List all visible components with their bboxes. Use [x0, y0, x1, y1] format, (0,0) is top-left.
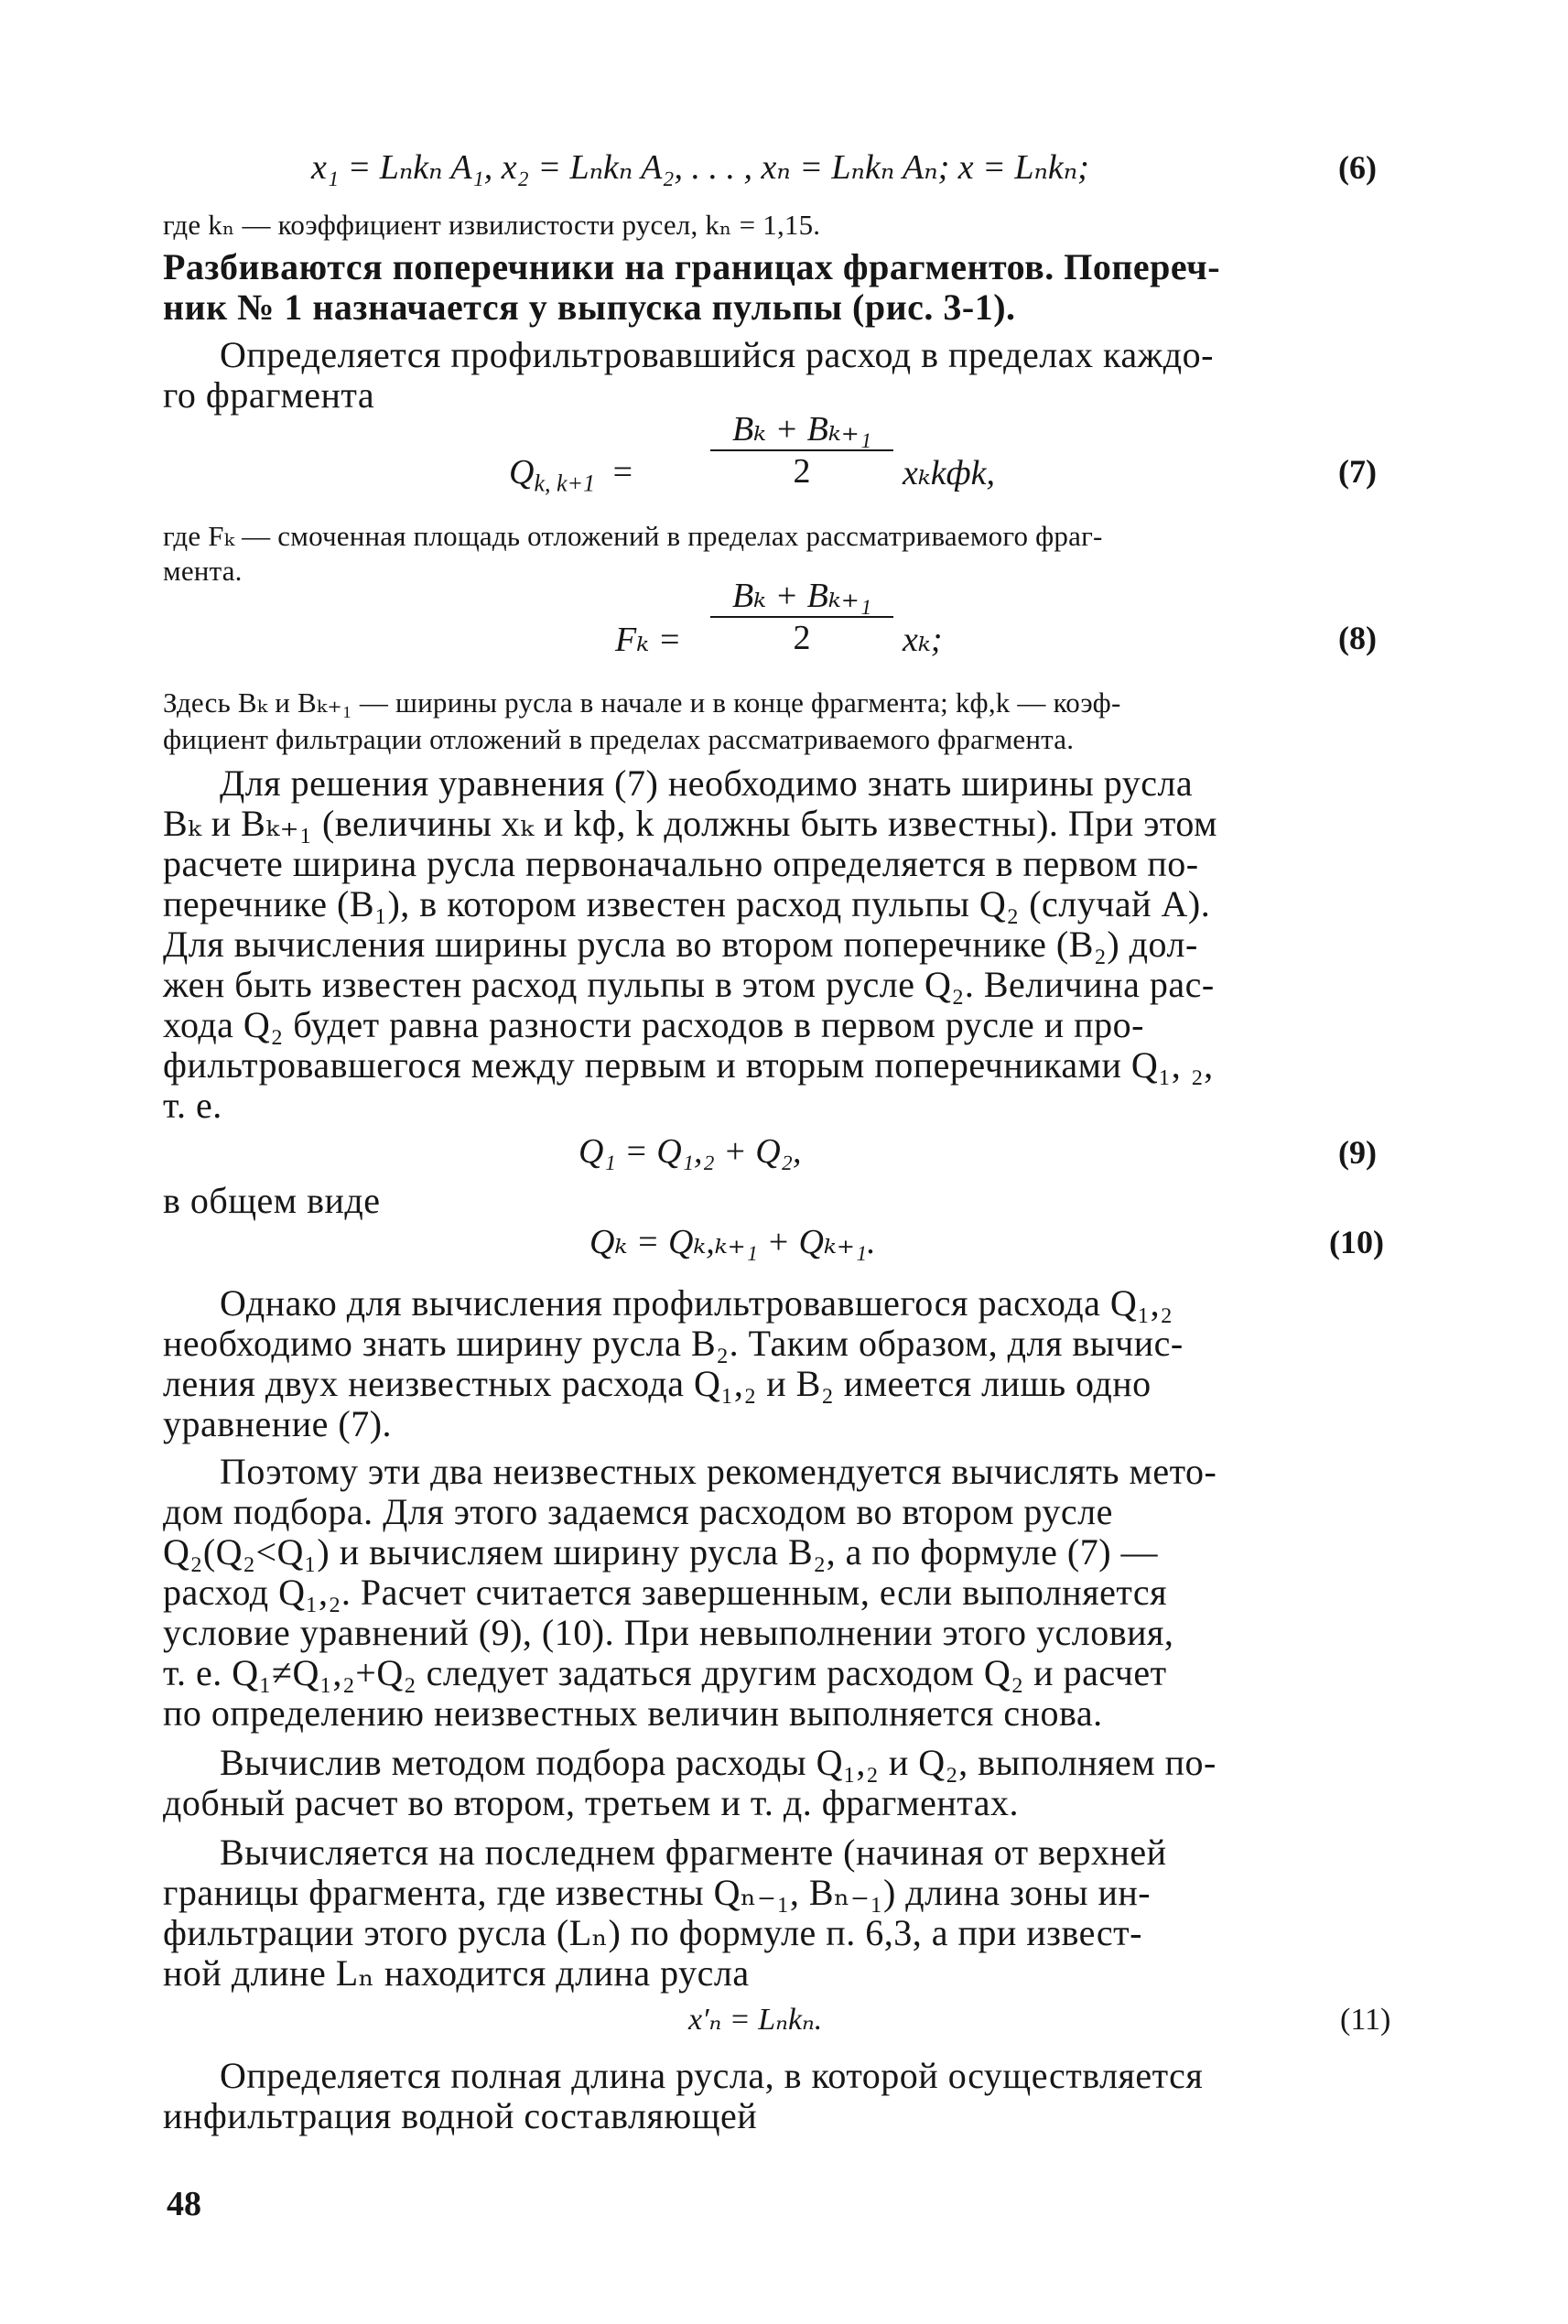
formula-7-denominator: 2: [793, 452, 811, 491]
para5-line-1: Поэтому эти два неизвестных рекомендуется вычислять мето-: [220, 1451, 1217, 1492]
formula-7-equals: =: [612, 453, 633, 492]
equation-number-7: (7): [1338, 453, 1377, 490]
para5-line-5: условие уравнений (9), (10). При невыполнении этого условия,: [163, 1612, 1174, 1653]
para3-line-9: т. е.: [163, 1085, 222, 1126]
para3-line-2: Bₖ и Bₖ₊₁ (величины xₖ и kф, k должны быть известны). При этом: [163, 803, 1217, 844]
para7-line-1: Вычисляется на последнем фрагменте (начиная от верхней: [220, 1832, 1167, 1873]
formula-8-rhs: xₖ;: [903, 621, 943, 659]
where-note-7-line-1: где Fₖ — смоченная площадь отложений в пределах рассматриваемого фраг-: [163, 520, 1103, 552]
formula-7-fraction: [710, 408, 893, 492]
para5-line-3: Q₂(Q₂<Q₁) и вычисляем ширину русла B₂, а по формуле (7) —: [163, 1531, 1159, 1573]
para7-line-2: границы фрагмента, где известны Qₙ₋₁, Bₙ₋₁) длина зоны ин-: [163, 1872, 1152, 1913]
para4-line-2: необходимо знать ширину русла B₂. Таким образом, для вычис-: [163, 1323, 1184, 1364]
formula-7-lhs-subscript: k, k+1: [534, 470, 596, 497]
para3-line-6: жен быть известен расход пульпы в этом русле Q₂. Величина рас-: [163, 964, 1215, 1005]
para4-line-3: ления двух неизвестных расхода Q₁,₂ и B₂ имеется лишь одно: [163, 1363, 1152, 1404]
para3-line-8: фильтровавшегося между первым и вторым поперечниками Q₁, ₂,: [163, 1044, 1214, 1086]
formula-11: x′ₙ = Lₙkₙ.: [688, 2003, 823, 2037]
para5-line-6: т. е. Q₁≠Q₁,₂+Q₂ следует задаться другим расходом Q₂ и расчет: [163, 1652, 1167, 1693]
note-8-line-2: фициент фильтрации отложений в пределах рассматриваемого фрагмента.: [163, 723, 1075, 755]
equation-number-6: (6): [1338, 149, 1377, 186]
para1-line-2: ник № 1 назначается у выпуска пульпы (рис. 3-1).: [163, 286, 1016, 328]
formula-7-lhs-symbol: Q: [509, 453, 535, 492]
para5-line-4: расход Q₁,₂. Расчет считается завершенным, если выполняется: [163, 1572, 1167, 1613]
formula-9: Q₁ = Q₁,₂ + Q₂,: [579, 1132, 802, 1171]
para3-line-7: хода Q₂ будет равна разности расходов в первом русле и про-: [163, 1004, 1144, 1045]
formula-8-numerator: Bₖ + Bₖ₊₁: [731, 577, 872, 615]
where-note-7-line-2: мента.: [163, 555, 243, 587]
formula-7-numerator: Bₖ + Bₖ₊₁: [731, 410, 872, 449]
para8-line-2: инфильтрация водной составляющей: [163, 2095, 758, 2136]
equation-number-8: (8): [1338, 620, 1377, 656]
formula-6: x₁ = Lₙkₙ A₁, x₂ = Lₙkₙ A₂, . . . , xₙ = Lₙkₙ Aₙ; x = Lₙkₙ;: [311, 148, 1089, 187]
para7-line-4: ной длине Lₙ находится длина русла: [163, 1952, 750, 1994]
equation-number-9: (9): [1338, 1134, 1377, 1171]
formula-7-rhs: xₖkфk,: [903, 454, 995, 492]
para3-line-5: Для вычисления ширины русла во втором поперечнике (B₂) дол-: [163, 924, 1198, 965]
formula-8-denominator: 2: [793, 619, 811, 657]
para3-line-3: расчете ширина русла первоначально определяется в первом по-: [163, 843, 1199, 884]
para4-line-4: уравнение (7).: [163, 1403, 393, 1444]
note-8-line-1: Здесь Bₖ и Bₖ₊₁ — ширины русла в начале и в конце фрагмента; kф,k — коэф-: [163, 686, 1121, 719]
para1-line-1: Разбиваются поперечники на границах фрагментов. Попереч-: [163, 246, 1221, 287]
formula-10: Qₖ = Qₖ,ₖ₊₁ + Qₖ₊₁.: [589, 1223, 876, 1261]
formula-8-lhs: Fₖ =: [615, 621, 682, 659]
para2-line-1: Определяется профильтровавшийся расход в пределах каждо-: [220, 334, 1214, 375]
equation-number-11: (11): [1340, 2003, 1391, 2037]
general-form-label: в общем виде: [163, 1180, 381, 1221]
equation-number-10: (10): [1329, 1224, 1384, 1260]
page-number: 48: [167, 2185, 201, 2223]
para3-line-1: Для решения уравнения (7) необходимо знать ширины русла: [220, 762, 1194, 804]
para7-line-3: фильтрации этого русла (Lₙ) по формуле п. 6,3, а при извест-: [163, 1912, 1142, 1953]
para6-line-1: Вычислив методом подбора расходы Q₁,₂ и Q₂, выполняем по-: [220, 1742, 1217, 1783]
formula-7-lhs: [509, 452, 633, 498]
para5-line-2: дом подбора. Для этого задаемся расходом во втором русле: [163, 1491, 1113, 1532]
where-note-6: где kₙ — коэффициент извилистости русел, kₙ = 1,15.: [163, 209, 821, 241]
para2-line-2: го фрагмента: [163, 374, 375, 416]
para5-line-7: по определению неизвестных величин выполняется снова.: [163, 1692, 1103, 1734]
para3-line-4: перечнике (B₁), в котором известен расход пульпы Q₂ (случай А).: [163, 883, 1211, 924]
para4-line-1: Однако для вычисления профильтровавшегося расхода Q₁,₂: [220, 1282, 1173, 1324]
formula-8-fraction: [710, 575, 893, 658]
para8-line-1: Определяется полная длина русла, в которой осуществляется: [220, 2055, 1204, 2096]
para6-line-2: добный расчет во втором, третьем и т. д. фрагментах.: [163, 1782, 1019, 1823]
